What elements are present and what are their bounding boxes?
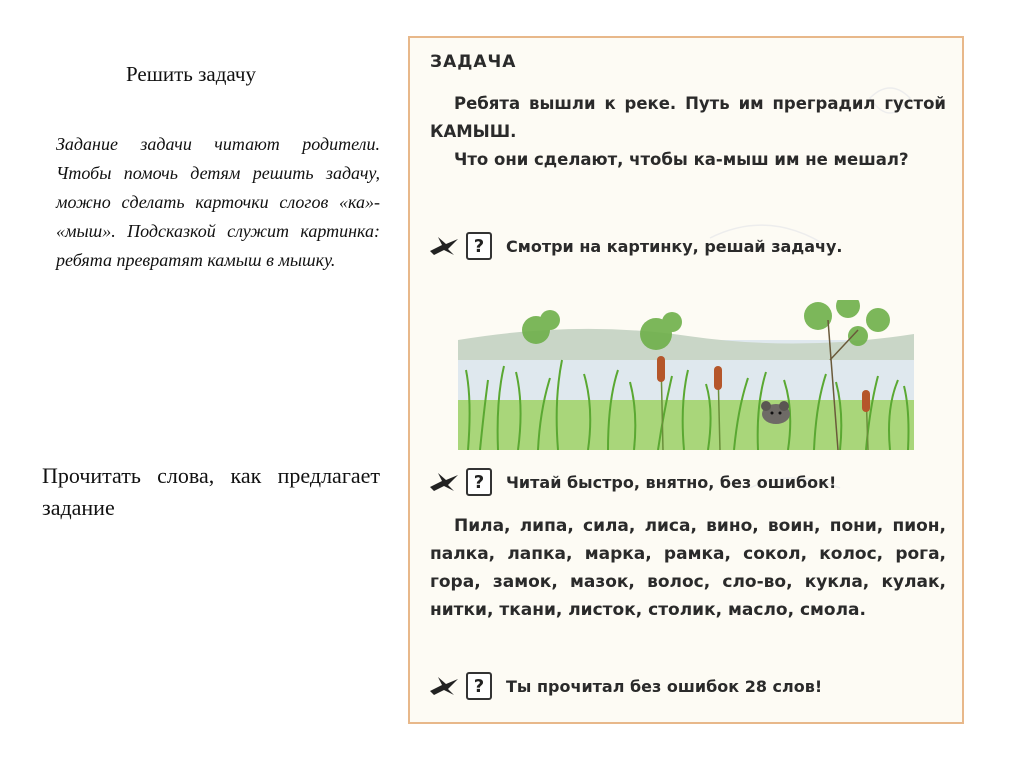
hint-look-at-picture: Смотри на картинку, решай задачу. [506,236,843,256]
problem-line-2: Что они сделают, чтобы ка-мыш им не мешал? [454,150,909,169]
assignment-text: Задание задачи читают родители. Чтобы помочь детям решить задачу, можно сделать карточки слогов «ка»- «мыш». Подсказкой служит картинка: ребята превратят камыш в мышку. [56,134,380,270]
problem-text [430,90,946,174]
question-box-icon: ? [466,468,492,496]
question-box-icon: ? [466,232,492,260]
reeds-illustration [458,300,914,450]
problem-line-1: Ребята вышли к реке. Путь им преградил густой КАМЫШ. [430,94,946,141]
slide-title: Решить задачу [126,62,256,86]
hint-row-2 [428,468,836,496]
word-list: Пила, липа, сила, лиса, вино, воин, пони, пион, палка, лапка, марка, рамка, сокол, колос, рога, гора, замок, мазок, волос, сло-во, кукла, кулак, нитки, ткани, листок, столик, масло, смола. [430,516,946,620]
swallow-icon [428,235,460,257]
swallow-icon [428,675,460,697]
textbook-page [408,36,964,724]
hint-words-count: Ты прочитал без ошибок 28 слов! [506,676,823,696]
hint-row-1 [428,232,843,260]
instruction-text: Прочитать слова, как предлагает задание [42,463,380,520]
hint-row-3 [428,672,822,700]
swallow-icon [428,471,460,493]
question-box-icon: ? [466,672,492,700]
problem-heading: ЗАДАЧА [430,52,517,72]
hint-read-fast: Читай быстро, внятно, без ошибок! [506,472,837,492]
